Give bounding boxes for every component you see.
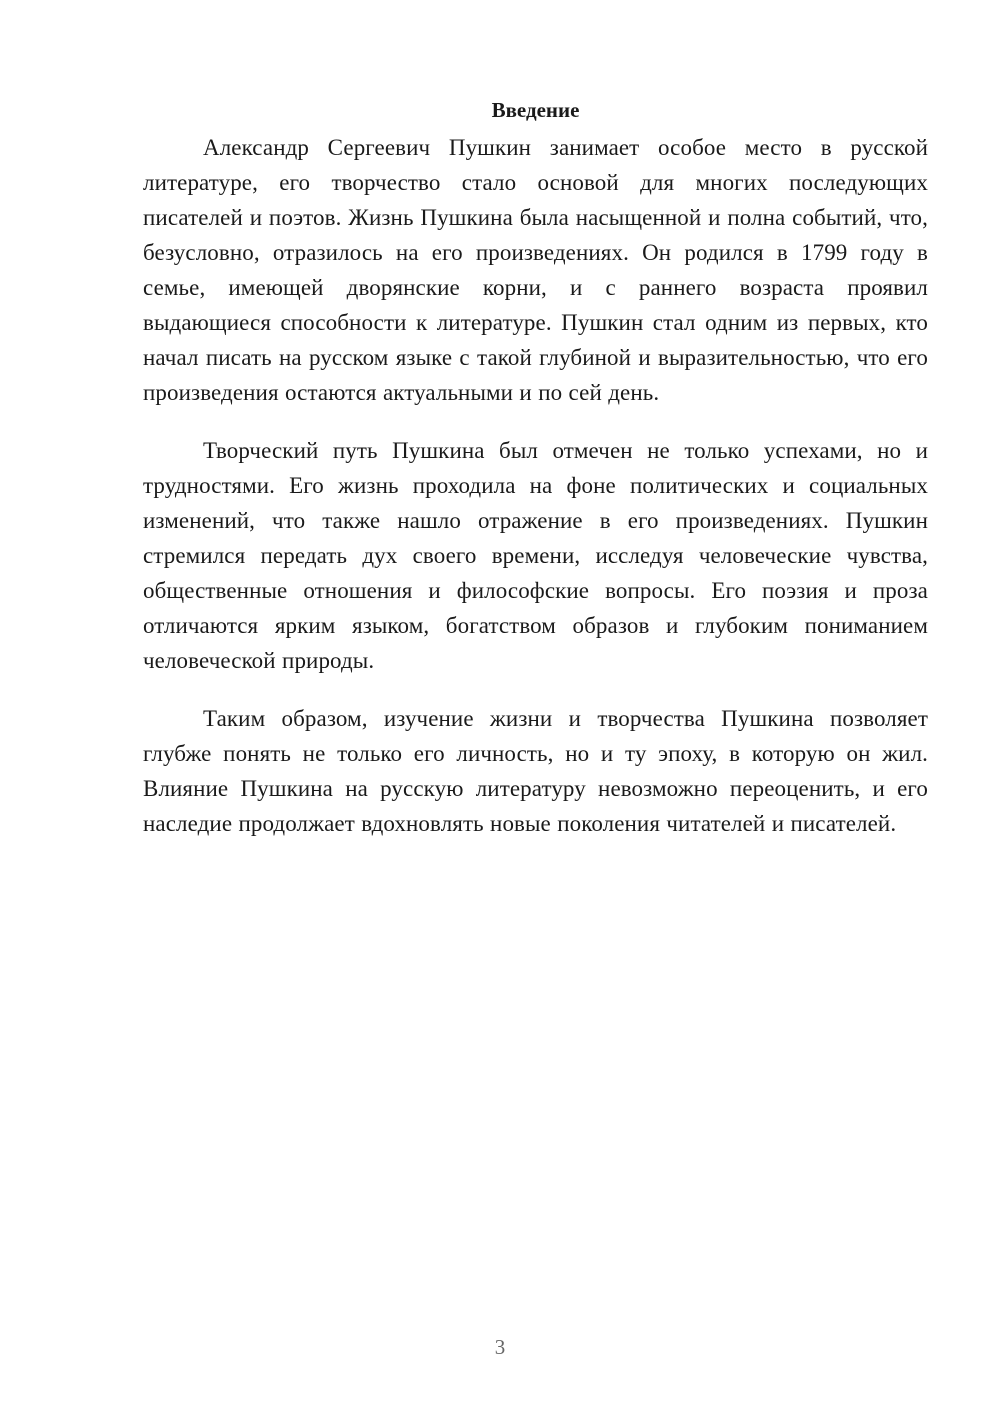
page-number: 3 bbox=[494, 1335, 506, 1359]
section-title: Введение bbox=[491, 98, 580, 122]
paragraph-2: Творческий путь Пушкина был отмечен не только успехами, но и трудностями. Его жизнь проходила на фоне политических и социальных изменений, что также нашло отражение в его произведениях. Пушкин стремился передать дух своего времени, исследуя человеческие чувства, общественные отношения и философские вопросы. Его поэзия и проза отличаются ярким языком, богатством образов и глубоким пониманием человеческой природы. bbox=[143, 438, 928, 673]
page-content bbox=[143, 95, 928, 864]
paragraph-3: Таким образом, изучение жизни и творчества Пушкина позволяет глубже понять не только его личность, но и ту эпоху, в которую он жил. Влияние Пушкина на русскую литературу невозможно переоценить, и его наследие продолжает вдохновлять новые поколения читателей и писателей. bbox=[143, 706, 928, 836]
paragraph-1: Александр Сергеевич Пушкин занимает особое место в русской литературе, его творчество стало основой для многих последующих писателей и поэтов. Жизнь Пушкина была насыщенной и полна событий, что, безусловно, отразилось на его произведениях. Он родился в 1799 году в семье, имеющей дворянские корни, и с раннего возраста проявил выдающиеся способности к литературе. Пушкин стал одним из первых, кто начал писать на русском языке с такой глубиной и выразительностью, что его произведения остаются актуальными и по сей день. bbox=[143, 135, 928, 405]
